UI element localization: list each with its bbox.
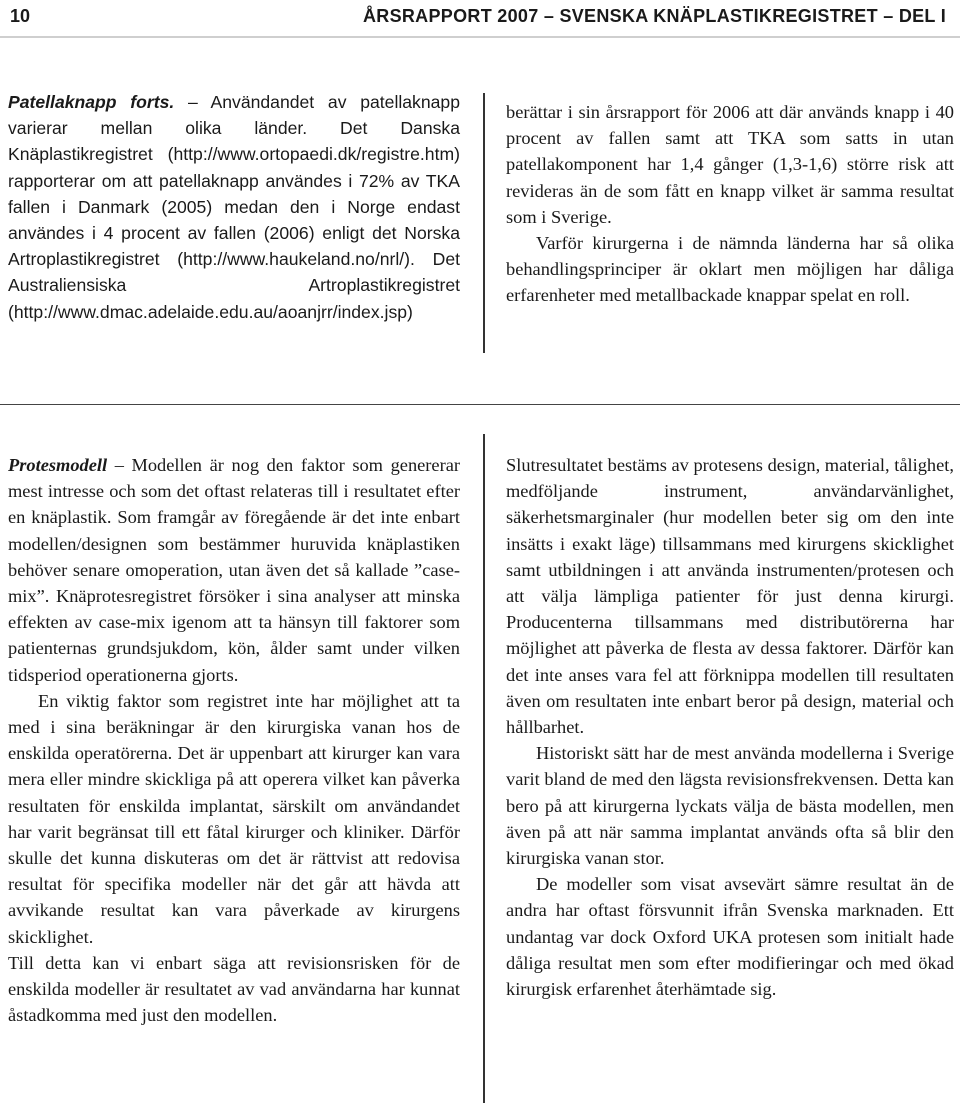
page-header xyxy=(0,0,960,38)
report-title: ÅRSRAPPORT 2007 – SVENSKA KNÄPLASTIKREGISTRET – DEL I xyxy=(362,6,946,26)
top-left-column xyxy=(8,89,460,325)
heading-dash: – xyxy=(174,92,211,112)
top-right-column xyxy=(506,99,954,309)
paragraph: De modeller som visat avsevärt sämre resultat än de andra har oftast försvunnit ifrån Svenska marknaden. Ett undantag var dock Oxford UKA protesen som initialt hade dåliga resultat men som efter modifieringar och med ökad kirurgisk erfarenhet återhämtade sig. xyxy=(506,874,954,1000)
bottom-column-divider xyxy=(483,434,485,1103)
patellaknapp-text: Användandet av patellaknapp varierar mellan olika länder. Det Danska Knäplastikregistret (http://www.ortopaedi.dk/registre.htm) rapporterar om att patellaknapp användes i 72% av TKA fallen i Danmark (2005) medan den i Norge endast användes i 4 procent av fallen (2006) enligt det Norska Artroplastikregistret (http://www.haukeland.no/nrl/). Det Australiensiska Artroplastikregistret (http://www.dmac.adelaide.edu.au/aoanjrr/index.jsp) xyxy=(8,92,460,322)
paragraph: Slutresultatet bestäms av protesens design, material, tålighet, medföljande instrument, användarvänlighet, säkerhetsmarginaler (hur modellen beter sig om den inte insätts i exakt läge) tillsammans med kirurgens skicklighet samt utbildningen i att använda instrumenten/protesen och att välja lämpliga patienter för just denna kirurgi. Producenterna tillsammans med distributörerna har möjlighet att påverka de flesta av dessa faktorer. Därför kan det inte anses vara fel att förknippa modellen till resultaten även om resultaten inte enbart beror på design, material och hållbarhet. xyxy=(506,455,954,738)
protesmodell-heading: Protesmodell xyxy=(8,455,108,475)
heading-dash: – xyxy=(107,455,132,475)
protesmodell-text: Modellen är nog den faktor som genererar mest intresse och som det oftast relateras till i resultatet efter en knäplastik. Som framgår av föregående är det inte enbart modellen/designen som bestämmer huruvida knäplastiken behöver senare omoperation, utan även det så kallade ”case-mix”. Knäprotesregistret försöker i sina analyser att minska effekten av case-mix igenom att ta hänsyn till faktorer som patienternas grundsjukdom, kön, ålder samt under vilken tidsperiod operationerna gjorts. xyxy=(8,455,461,685)
paragraph: berättar i sin årsrapport för 2006 att där används knapp i 40 procent av fallen samt att TKA som satts in utan patellakomponent har 1,4 gånger (1,3-1,6) större risk att revideras än de som fått en knapp vilket är samma resultat som i Sverige. xyxy=(506,102,954,227)
paragraph: Historiskt sätt har de mest använda modellerna i Sverige varit bland de med den lägsta revisionsfrekvensen. Detta kan bero på att kirurgerna lyckats välja de bästa modellen, men även på att när samma implantat används ofta så blir den kirurgiska vanan stor. xyxy=(506,743,954,869)
paragraph: Till detta kan vi enbart säga att revisionsrisken för de enskilda modeller är resultatet av vad användarna har kunnat åstadkomma med just den modellen. xyxy=(8,952,460,1026)
paragraph: Varför kirurgerna i de nämnda länderna har så olika behandlingsprinciper är oklart men möjligen har dåliga erfarenheter med metallbackade knappar spelat en roll. xyxy=(506,233,954,306)
page-number: 10 xyxy=(10,6,31,26)
bottom-left-column xyxy=(8,452,460,1028)
section-divider xyxy=(0,404,960,405)
paragraph: En viktig faktor som registret inte har möjlighet att ta med i sina beräkningar är den kirurgiska vanan hos de enskilda operatörerna. Det är uppenbart att kirurger kan vara mera eller mindre skickliga på att operera vilket kan påverka resultaten för enskilda implantat, särskilt om användandet har varit begränsat till ett fåtal kirurger och kliniker. Därför skulle det kunna diskuteras om det är rättvist att redovisa resultat för specifika modeller när det går att hävda att avvikande resultat kan vara påverkade av kirurgens skicklighet. xyxy=(8,690,460,947)
patellaknapp-heading: Patellaknapp forts. xyxy=(8,92,175,112)
protesmodell-paragraph xyxy=(8,452,460,688)
top-column-divider xyxy=(483,93,485,353)
bottom-right-column xyxy=(506,452,954,1002)
patellaknapp-paragraph xyxy=(8,89,460,325)
